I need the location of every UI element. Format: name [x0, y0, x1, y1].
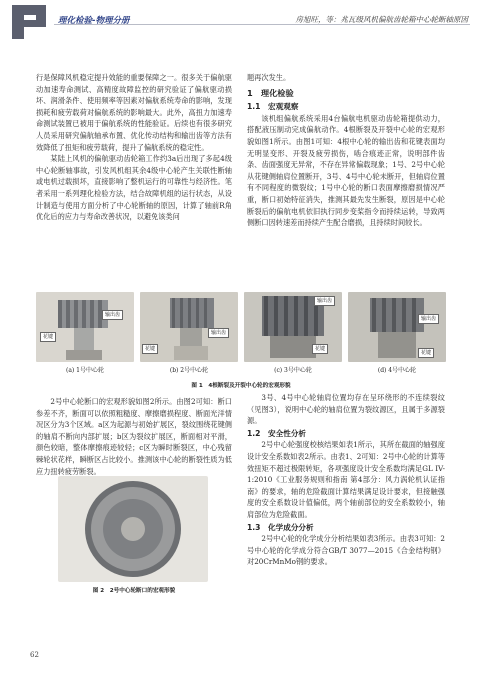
page-header: [0, 0, 480, 46]
subcaption-a: (a) 1号中心轮: [66, 367, 104, 374]
paragraph-continuation: 题再次发生。: [247, 73, 291, 82]
journal-section-title: 理化检验-物理分册: [58, 16, 130, 26]
label-output-gear-d: 输出齿: [418, 314, 439, 324]
section-heading-1: 1 理化检验: [247, 87, 294, 98]
figure-1d-photo: [348, 292, 446, 362]
figure-2-caption: 图 2 2号中心轮断口的宏观形貌: [92, 588, 176, 594]
label-output-gear-c: 输出齿: [314, 296, 335, 306]
figure-1-caption: 图 1 4根断裂及开裂中心轮的宏观形貌: [191, 383, 291, 389]
left-column-bottom: [36, 396, 232, 477]
figure-2-photo: [58, 476, 208, 582]
figure-1b-photo: [140, 292, 238, 362]
paragraph-crack-source: 3号、4号中心轮轴肩位置均存在呈环绕形的不连续裂纹（见图3），说明中心轮的轴肩位置为裂纹源区，且属于多源裂源。: [247, 393, 445, 426]
figure-1c-photo: [244, 292, 342, 362]
right-column-top: [247, 72, 445, 229]
subsection-heading-1-2: 1.2 安全性分析: [247, 428, 307, 438]
label-spline-d: 花键: [418, 348, 434, 358]
paragraph-intro: 行是保障风机稳定提升效能的重要保障之一。很多关于偏航驱动加速寿命测试、高精度故障监控的研究验证了偏航驱动损坏、润滑条件、使用频率等因素对偏航系统寿命的影响，发现损耗和疲劳载荷对偏航系统的影响最大。此外，高扭力加速寿命测试装置已被用于偏航系统的性能验证。后续也有很多研究人员采用研究偏航轴承布置、优化传动结构和输出齿等方法有效降低了扭矩和疲劳载荷，提升了偏航系统的稳定性。: [36, 73, 232, 152]
label-spline-c: 花键: [312, 344, 328, 354]
label-spline-a: 花键: [40, 332, 56, 342]
paragraph-background: 某陆上风机的偏航驱动齿轮箱工作约3a后出现了多起4级中心轮断轴事故，引发风机组其余4级中心轮产生关联性断轴或电机过载损坏，直接影响了整机运行的可靠性与经济性。笔者采用一系列理化检验方法，结合故障机组的运行状态，从设计制造与使用方面分析了中心轮断轴的原因，计算了轴前R角优化后的应力与寿命改善状况，以避免该类问: [36, 154, 232, 222]
paragraph-safety-analysis: 2号中心轮强度校核结果如表1所示，其所在截面的轴强度设计安全系数如表2所示。由表1、2可知：2号中心轮的计算等效扭矩不超过极限转矩，各项强度设计安全系数均满足GL IV-1:2010《工业服务规则和指南 第4部分：风力涡轮机认证指南》的要求，轴的危险截面计算结果满足设计要求，但接触强度的安全系数设计值偏低，两个轴前部位的安全系数较小，轴肩部位为危险截面。: [247, 440, 445, 519]
running-title: 房旭旺，等：兆瓦级风机偏航齿轮箱中心轮断轴原因: [295, 15, 468, 24]
right-column-bottom: [247, 392, 445, 568]
left-column-top: [36, 72, 232, 223]
page-number: 62: [30, 651, 39, 659]
label-output-gear-b: 输出齿: [208, 328, 229, 338]
journal-logo-icon: [10, 2, 54, 42]
subsection-heading-1-1: 1.1 宏观观察: [247, 102, 299, 112]
figure-1: [36, 292, 446, 378]
subcaption-b: (b) 2号中心轮: [169, 367, 209, 374]
subcaption-c: (c) 3号中心轮: [274, 367, 312, 374]
subcaption-d: (d) 4号中心轮: [377, 367, 417, 374]
subsection-heading-1-3: 1.3 化学成分分析: [247, 522, 314, 532]
paragraph-chemical-analysis: 2号中心轮的化学成分分析结果如表3所示。由表3可知：2号中心轮的化学成分符合GB/T 3077—2015《合金结构钢》对20CrMnMo钢的要求。: [247, 534, 445, 567]
paragraph-fracture-analysis: 2号中心轮断口的宏观形貌如图2所示。由图2可知：断口参差不齐，断面可以依照粗糙度、摩擦磨损程度、断面光洋情况区分为3个区域。a区为起源与初始扩展区，裂纹围绕花键侧的轴肩不断向内部扩展；b区为裂纹扩展区，断面相对平滑，颜色较暗，整体摩擦痕迹较轻；c区为瞬时断裂区，中心残留棘轮状花样，瞬断区占比较小。推测该中心轮的断裂性质为低应力扭转疲劳断裂。: [36, 397, 232, 476]
label-output-gear-a: 输出齿: [102, 310, 123, 320]
label-spline-b: 花键: [142, 344, 158, 354]
paragraph-macro-observation: 该机组偏航系统采用4台偏航电机驱动齿轮箱提供动力，搭配液压制动完成偏航动作。4根断裂及开裂中心轮的宏观形貌如图1所示。由图1可知：4根中心轮的输出齿和花键表面均无明显变形、开裂及疲劳损伤，啮合痕迹正常，说明部件齿条、齿面强度无异常，不存在异常偏载现象；1号、2号中心轮从花键侧轴肩位置断开，3号、4号中心轮未断开，但轴肩位置有不同程度的微裂纹；1号中心轮的断口表面摩擦磨损情况严重，断口初始特征消失，推测其最先发生断裂，原因是中心轮断裂后的偏航电机依旧执行同步变桨指令而持续运转，导致两侧断口因转速差而持续产生配合磨损，且持续时间较长。: [247, 113, 445, 228]
figure-1a-photo: [36, 292, 134, 362]
